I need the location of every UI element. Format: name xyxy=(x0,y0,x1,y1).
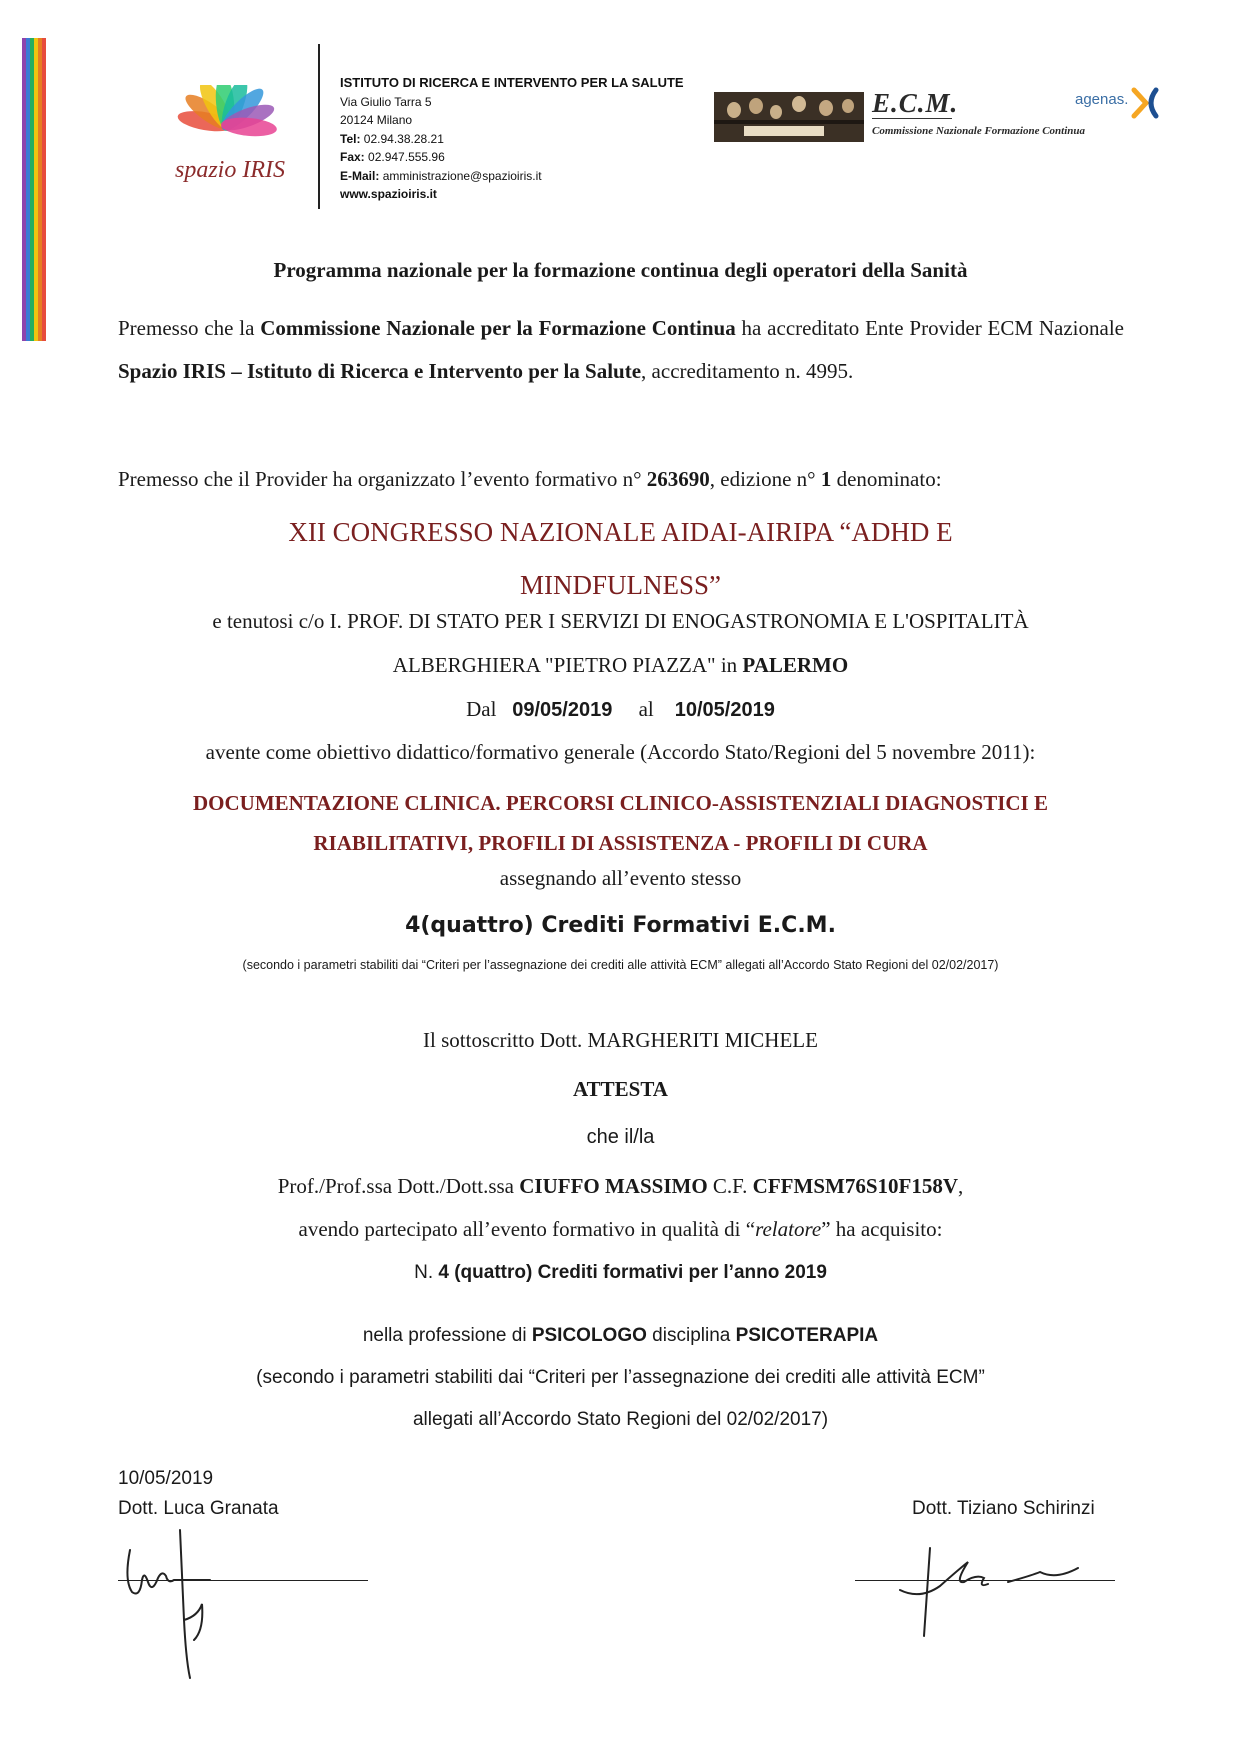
al-label: al xyxy=(638,697,654,721)
premise-accreditation xyxy=(118,307,1124,393)
agenas-logo-icon xyxy=(1128,86,1162,120)
che-line: che il/la xyxy=(586,1126,655,1148)
person-line xyxy=(0,1174,1241,1199)
premise2-text: denominato: xyxy=(831,467,942,491)
event-title xyxy=(0,506,1241,612)
institute-name: ISTITUTO DI RICERCA E INTERVENTO PER LA SALUTE xyxy=(340,75,684,90)
footer-date: 10/05/2019 xyxy=(118,1468,214,1489)
premise1-text: , accreditamento n. 4995. xyxy=(641,359,854,383)
event-credits: 4(quattro) Crediti Formativi E.C.M. xyxy=(405,913,836,938)
objective xyxy=(0,783,1241,863)
participation-text: avendo partecipato all’evento formativo in qualità di “ xyxy=(298,1217,756,1241)
edition-number: 1 xyxy=(820,467,832,491)
tel-line xyxy=(340,130,720,149)
fax-value: 02.947.555.96 xyxy=(368,150,445,164)
criteria-note-small: (secondo i parametri stabiliti dai “Criteri per l’assegnazione dei crediti alle attività ECM” allegati all’Accordo Stato Regioni del 02/02/2017) xyxy=(242,958,999,972)
profession-text: disciplina xyxy=(646,1325,736,1346)
signature-left xyxy=(118,1520,238,1680)
discipline: PSICOTERAPIA xyxy=(735,1325,879,1346)
ecm-title: E.C.M. xyxy=(872,88,959,118)
ecm-painting-image xyxy=(714,92,864,142)
email-line xyxy=(340,167,720,186)
cf-label: C.F. xyxy=(707,1174,753,1198)
premise1-text: ha accreditato Ente Provider ECM Nazionale xyxy=(735,316,1124,340)
awarded-credits-line xyxy=(0,1262,1241,1284)
spazio-iris-logo xyxy=(155,85,305,185)
tel-value: 02.94.38.28.21 xyxy=(363,131,444,146)
attesta-heading: ATTESTA xyxy=(573,1077,668,1101)
objective-intro: avente come obiettivo didattico/formativo generale (Accordo Stato/Regioni del 5 novembre 2011): xyxy=(205,740,1036,764)
objective-line: RIABILITATIVI, PROFILI DI ASSISTENZA - PROFILI DI CURA xyxy=(313,831,928,855)
logo-text: spazio IRIS xyxy=(175,157,285,183)
event-dates xyxy=(0,697,1241,722)
cf-suffix: , xyxy=(958,1174,964,1198)
header-divider xyxy=(318,44,320,209)
assigning-line: assegnando all’evento stesso xyxy=(499,866,742,890)
signer-right-name: Dott. Tiziano Schirinzi xyxy=(912,1498,1095,1519)
venue-line1: e tenutosi c/o I. PROF. DI STATO PER I SERVIZI DI ENOGASTRONOMIA E L'OSPITALITÀ xyxy=(212,609,1029,633)
venue-text: ALBERGHIERA "PIETRO PIAZZA" in xyxy=(392,653,743,677)
criteria-line1: (secondo i parametri stabiliti dai “Criteri per l’assegnazione dei crediti alle attività ECM” xyxy=(256,1367,985,1388)
provider-name: Spazio IRIS – Istituto di Ricerca e Intervento per la Salute xyxy=(118,359,642,383)
signer-left-name: Dott. Luca Granata xyxy=(118,1498,279,1519)
fax-label: Fax: xyxy=(340,150,365,164)
email-label: E-Mail: xyxy=(340,168,380,183)
fax-line xyxy=(340,148,720,167)
program-title: Programma nazionale per la formazione continua degli operatori della Sanità xyxy=(273,258,968,282)
participation-line xyxy=(0,1217,1241,1242)
ecm-subtitle: Commissione Nazionale Formazione Continua xyxy=(872,125,1086,137)
tel-label: Tel: xyxy=(340,131,361,146)
website xyxy=(340,185,720,204)
agenas-logo-text: agenas. xyxy=(1075,91,1129,108)
profession: PSICOLOGO xyxy=(531,1325,647,1346)
rainbow-strip xyxy=(22,38,46,341)
date-from: 09/05/2019 xyxy=(512,699,613,721)
premise2-text: Premesso che il Provider ha organizzato l’evento formativo n° xyxy=(118,467,647,491)
date-to: 10/05/2019 xyxy=(674,699,775,721)
event-title-line: XII CONGRESSO NAZIONALE AIDAI-AIRIPA “ADHD E xyxy=(288,517,953,547)
profession-text: nella professione di xyxy=(362,1325,532,1346)
person-name: CIUFFO MASSIMO xyxy=(519,1174,708,1198)
ecm-underline xyxy=(872,118,952,119)
address-street: Via Giulio Tarra 5 xyxy=(340,94,432,109)
person-prefix: Prof./Prof.ssa Dott./Dott.ssa xyxy=(277,1174,520,1198)
signature-right xyxy=(880,1530,1090,1640)
dal-label: Dal xyxy=(466,697,497,721)
email-value: amministrazione@spazioiris.it xyxy=(382,168,542,183)
premise-event xyxy=(118,458,1124,501)
role: relatore xyxy=(755,1217,822,1241)
commission-name: Commissione Nazionale per la Formazione Continua xyxy=(260,316,736,340)
event-title-line: MINDFULNESS” xyxy=(519,570,721,600)
venue-city: PALERMO xyxy=(742,653,849,677)
credits-n-label: N. xyxy=(414,1262,439,1283)
venue-line2 xyxy=(0,653,1241,678)
participation-text: ” ha acquisito: xyxy=(821,1217,943,1241)
criteria-line2: allegati all’Accordo Stato Regioni del 02/02/2017) xyxy=(412,1409,829,1430)
awarded-credits: 4 (quattro) Crediti formativi per l’anno 2019 xyxy=(438,1262,827,1283)
objective-line: DOCUMENTAZIONE CLINICA. PERCORSI CLINICO-ASSISTENZIALI DIAGNOSTICI E xyxy=(193,791,1048,815)
fiscal-code: CFFMSM76S10F158V xyxy=(752,1174,958,1198)
undersigned: Il sottoscritto Dott. MARGHERITI MICHELE xyxy=(423,1028,818,1052)
address-city: 20124 Milano xyxy=(340,113,413,127)
rainbow-band xyxy=(42,38,46,341)
profession-line xyxy=(0,1325,1241,1347)
event-number: 263690 xyxy=(646,467,710,491)
premise2-text: , edizione n° xyxy=(709,467,821,491)
website-text: www.spazioiris.it xyxy=(340,187,437,201)
premise1-text: Premesso che la xyxy=(118,316,261,340)
institute-info xyxy=(340,74,720,204)
